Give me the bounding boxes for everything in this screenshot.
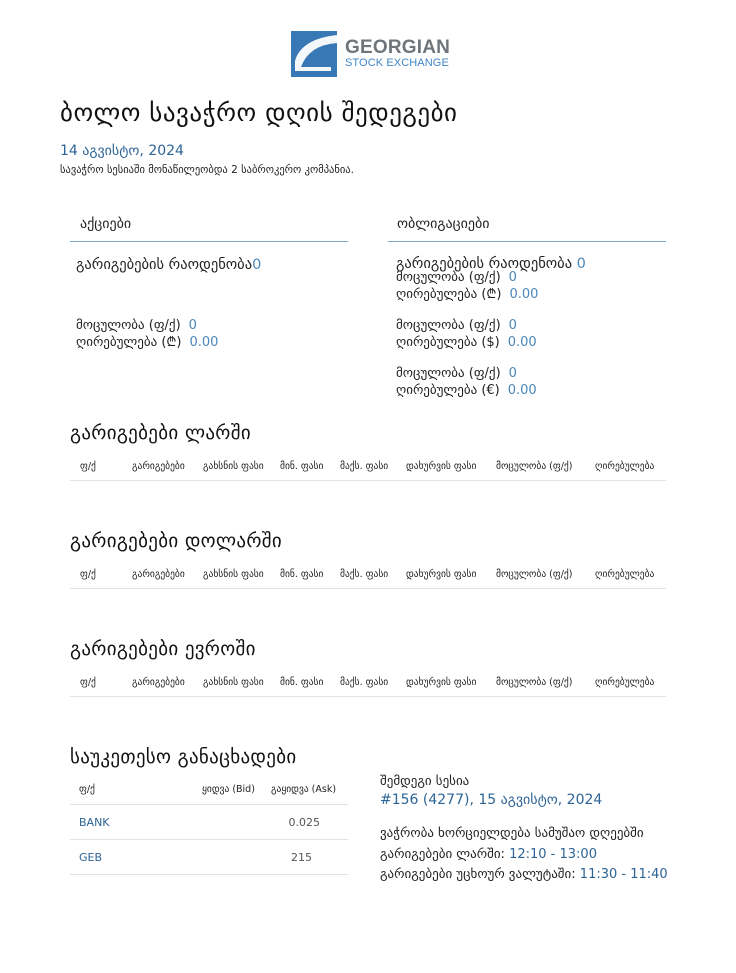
bonds-usd-value-value: 0.00	[507, 335, 537, 350]
bonds-usd-value-label: ღირებულება ($)	[396, 335, 500, 350]
bonds-eur-volume-value: 0	[508, 366, 517, 381]
ask-value: 215	[291, 851, 312, 864]
bonds-count-value: 0	[576, 256, 586, 272]
fx-hours-time: 11:30 - 11:40	[579, 867, 668, 882]
trading-days-note: ვაჭრობა ხორციელდება სამუშაო დღეებში	[380, 826, 644, 841]
ticker-link-geb[interactable]: GEB	[79, 851, 103, 864]
col-volume: მოცულობა (ფ/ქ)	[496, 677, 573, 688]
col-close-price: დახურვის ფასი	[406, 461, 477, 472]
col-max-price: მაქს. ფასი	[340, 569, 389, 580]
col-min-price: მინ. ფასი	[280, 569, 324, 580]
next-session-date: 15 აგვისტო, 2024	[478, 792, 603, 808]
bonds-usd-volume-label: მოცულობა (ფ/ქ)	[396, 318, 501, 333]
next-session-label: შემდეგი სესია	[380, 774, 470, 789]
best-offers-table	[70, 778, 348, 875]
bonds-heading: ობლიგაციები	[397, 216, 490, 232]
col-close-price: დახურვის ფასი	[406, 677, 477, 688]
col-security: ფ/ქ	[80, 569, 96, 580]
bonds-eur-volume-label: მოცულობა (ფ/ქ)	[396, 366, 501, 381]
table-row	[70, 805, 348, 840]
col-security: ფ/ქ	[80, 461, 96, 472]
col-security: ფ/ქ	[80, 677, 96, 688]
col-max-price: მაქს. ფასი	[340, 461, 389, 472]
fx-hours-row	[380, 867, 668, 882]
col-volume: მოცულობა (ფ/ქ)	[496, 569, 573, 580]
col-open-price: გახსნის ფასი	[203, 569, 264, 580]
best-offers-heading: საუკეთესო განაცხადები	[70, 746, 297, 768]
gel-hours-label: გარიგებები ლარში:	[380, 847, 505, 862]
logo-text-secondary: STOCK EXCHANGE	[345, 57, 449, 69]
col-deals: გარიგებები	[132, 569, 185, 580]
stocks-volume-value: 0	[188, 318, 197, 333]
col-deals: გარიგებები	[132, 461, 185, 472]
stocks-volume-label: მოცულობა (ფ/ქ)	[76, 318, 181, 333]
ticker-link-bank[interactable]: BANK	[79, 816, 110, 829]
col-min-price: მინ. ფასი	[280, 677, 324, 688]
next-session-info	[380, 792, 602, 808]
bonds-count-label: გარიგებების რაოდენობა	[396, 256, 573, 272]
logo-text-primary: GEORGIAN	[345, 37, 451, 58]
logo-mark-icon	[291, 31, 337, 77]
bonds-eur-value-value: 0.00	[507, 383, 537, 398]
deals-gel-table-header	[70, 454, 666, 481]
deals-gel-heading: გარიგებები ლარში	[70, 422, 251, 444]
col-volume: მოცულობა (ფ/ქ)	[496, 461, 573, 472]
stocks-divider	[70, 241, 348, 242]
stocks-value-label: ღირებულება (₾)	[76, 335, 182, 350]
table-row	[70, 840, 348, 875]
deals-eur-heading: გარიგებები ევროში	[70, 638, 256, 660]
bonds-eur-value-row	[396, 379, 537, 398]
col-value: ღირებულება	[595, 461, 655, 472]
stocks-heading: აქციები	[80, 216, 132, 232]
col-value: ღირებულება	[595, 569, 655, 580]
col-min-price: მინ. ფასი	[280, 461, 324, 472]
stocks-value-value: 0.00	[189, 335, 219, 350]
bonds-eur-value-label: ღირებულება (€)	[396, 383, 500, 398]
col-value: ღირებულება	[595, 677, 655, 688]
bonds-gel-value-label: ღირებულება (₾)	[396, 287, 502, 302]
bonds-gel-volume-label: მოცულობა (ფ/ქ)	[396, 270, 501, 285]
col-deals: გარიგებები	[132, 677, 185, 688]
bonds-usd-volume-value: 0	[508, 318, 517, 333]
next-session-number: #156 (4277),	[380, 792, 474, 808]
ask-value: 0.025	[288, 816, 320, 829]
fx-hours-label: გარიგებები უცხოურ ვალუტაში:	[380, 867, 576, 882]
gse-logo	[291, 31, 451, 77]
deals-usd-heading: გარიგებები დოლარში	[70, 530, 283, 552]
page-title: ბოლო სავაჭრო დღის შედეგები	[60, 98, 458, 127]
stocks-count-value: 0	[252, 257, 262, 273]
bonds-gel-value-value: 0.00	[509, 287, 539, 302]
stocks-count	[76, 257, 261, 273]
bonds-divider	[388, 241, 666, 242]
stocks-count-label: გარიგებების რაოდენობა	[76, 257, 253, 273]
col-ask: გაყიდვა (Ask)	[271, 784, 337, 795]
col-open-price: გახსნის ფასი	[203, 461, 264, 472]
col-bid: ყიდვა (Bid)	[202, 784, 255, 795]
session-date: 14 აგვისტო, 2024	[60, 143, 184, 159]
stocks-value-row	[76, 331, 218, 350]
bonds-gel-volume-value: 0	[508, 270, 517, 285]
deals-usd-table-header	[70, 562, 666, 589]
best-offers-header-row	[70, 778, 348, 805]
bonds-usd-value-row	[396, 331, 537, 350]
gel-hours-time: 12:10 - 13:00	[509, 847, 597, 862]
deals-eur-table-header	[70, 670, 666, 697]
gel-hours-row	[380, 847, 597, 862]
col-max-price: მაქს. ფასი	[340, 677, 389, 688]
col-security: ფ/ქ	[79, 784, 95, 795]
session-subtitle: სავაჭრო სესიაში მონაწილეობდა 2 საბროკერო კომპანია.	[60, 164, 354, 176]
col-open-price: გახსნის ფასი	[203, 677, 264, 688]
col-close-price: დახურვის ფასი	[406, 569, 477, 580]
bonds-gel-value-row	[396, 283, 538, 302]
